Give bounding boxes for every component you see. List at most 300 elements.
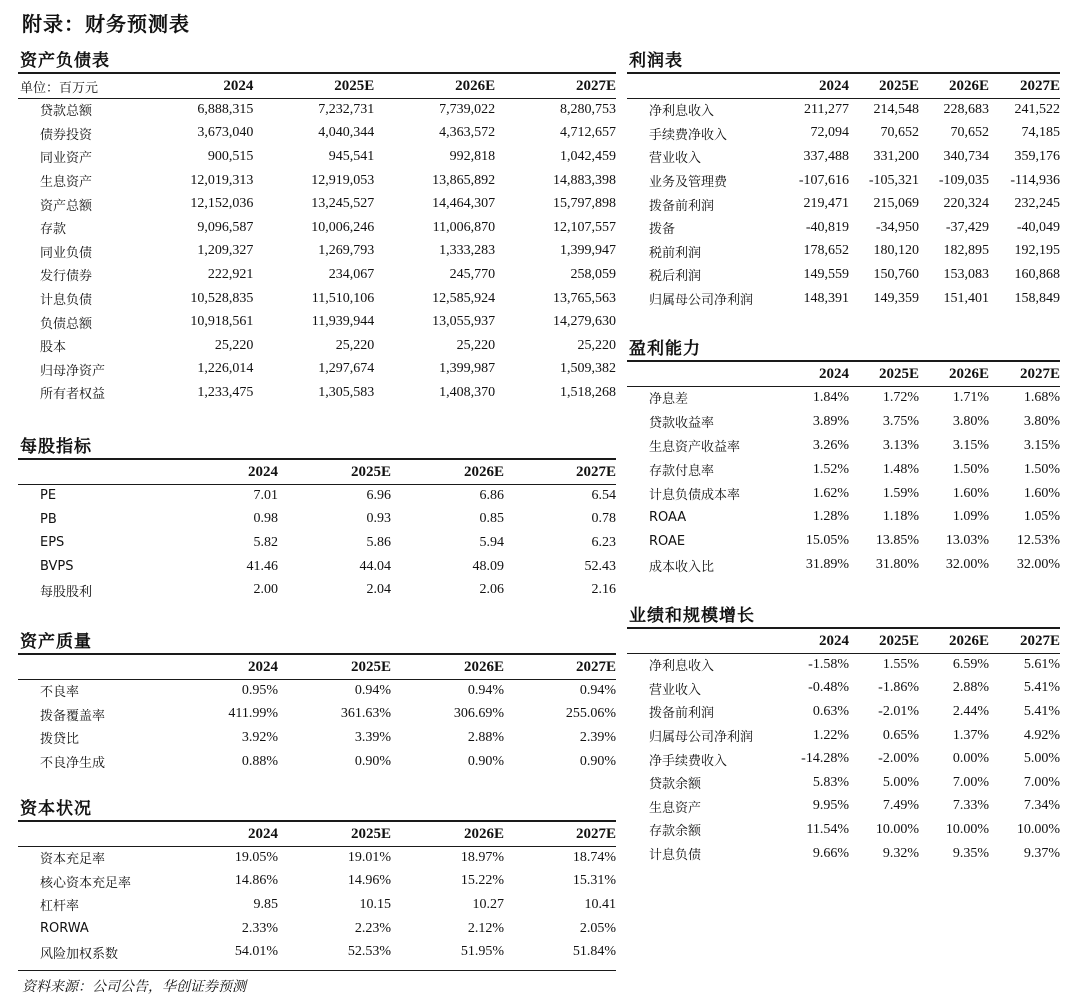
table-row <box>18 192 616 216</box>
cell-value: 15.22% <box>460 873 504 889</box>
data-table <box>18 822 616 964</box>
row-label: 拨贷比 <box>40 732 80 748</box>
cell-value: 182,895 <box>943 243 989 259</box>
cell-value: -40,049 <box>1016 219 1060 235</box>
cell-value: 10.27 <box>472 896 504 912</box>
cell-value: 19.05% <box>234 849 278 865</box>
cell-value: 1,509,382 <box>560 361 616 377</box>
cell-value: 7,739,022 <box>439 101 496 117</box>
data-table <box>627 74 1060 310</box>
year-header: 2024 <box>819 632 849 649</box>
cell-value: 7.49% <box>882 798 919 814</box>
cell-value: 7.33% <box>952 798 989 814</box>
cell-value: 0.93 <box>366 511 391 527</box>
cell-value: 1.84% <box>812 389 849 405</box>
unit-label <box>18 822 138 846</box>
cell-value: 1.52% <box>812 461 849 477</box>
cell-value: 1,399,987 <box>439 361 496 377</box>
cell-value: 258,059 <box>570 266 616 282</box>
table-row <box>18 870 616 894</box>
cell-value: 54.01% <box>234 944 278 960</box>
cell-value: 10.41 <box>584 896 616 912</box>
unit-label <box>627 629 775 653</box>
cell-value: 3.15% <box>1023 437 1060 453</box>
cell-value: 331,200 <box>873 148 919 164</box>
cell-value: 5.83% <box>812 774 849 790</box>
cell-value: 8,280,753 <box>560 101 616 117</box>
table-row <box>627 458 1060 482</box>
row-label: 存款 <box>40 222 67 238</box>
growth-section <box>627 605 1060 865</box>
table-row <box>18 726 616 750</box>
table-row <box>627 287 1060 311</box>
cell-value: 153,083 <box>943 266 989 282</box>
year-header: 2026E <box>463 463 504 480</box>
cell-value: 10,006,246 <box>311 219 375 235</box>
table-row <box>627 263 1060 287</box>
year-header: 2025E <box>350 463 391 480</box>
balance-sheet-section <box>18 50 616 405</box>
cell-value: 361.63% <box>340 706 391 722</box>
cell-value: 4.92% <box>1023 727 1060 743</box>
row-label: 资本充足率 <box>40 852 106 868</box>
cell-value: 31.89% <box>805 557 849 573</box>
cell-value: 1.60% <box>1023 485 1060 501</box>
cell-value: 12,152,036 <box>190 196 254 212</box>
cell-value: 41.46 <box>246 558 278 574</box>
year-header: 2024 <box>223 77 254 94</box>
row-label: 归属母公司净利润 <box>649 730 754 746</box>
year-header: 2025E <box>350 658 391 675</box>
unit-label <box>18 460 138 484</box>
year-header: 2026E <box>948 632 989 649</box>
year-header: 2024 <box>248 463 278 480</box>
cell-value: 1,399,947 <box>560 243 616 259</box>
data-table <box>18 460 616 602</box>
source-note: 资料来源：公司公告，华创证券预测 <box>22 979 246 995</box>
cell-value: 0.94% <box>579 682 616 698</box>
year-header: 2026E <box>948 365 989 382</box>
year-header: 2024 <box>248 825 278 842</box>
cell-value: 1.28% <box>812 509 849 525</box>
header-row <box>18 655 616 679</box>
row-label: 营业收入 <box>649 682 702 698</box>
cell-value: -1.58% <box>808 656 849 672</box>
table-row <box>627 724 1060 748</box>
cell-value: 1,297,674 <box>318 361 375 377</box>
year-header: 2025E <box>878 365 919 382</box>
cell-value: 158,849 <box>1014 290 1060 306</box>
table-row <box>18 358 616 382</box>
section-title: 资产负债表 <box>20 51 110 71</box>
cell-value: 6.86 <box>479 487 504 503</box>
cell-value: 9,096,587 <box>197 219 254 235</box>
cell-value: 1,042,459 <box>560 148 616 164</box>
cell-value: 900,515 <box>207 148 254 164</box>
row-label: 净利息收入 <box>649 104 715 120</box>
cell-value: 6.59% <box>952 656 989 672</box>
cell-value: 0.85 <box>479 511 504 527</box>
cell-value: 0.95% <box>241 682 278 698</box>
row-label: 资产总额 <box>40 198 93 214</box>
cell-value: -0.48% <box>808 680 849 696</box>
table-row <box>627 529 1060 553</box>
table-row <box>627 169 1060 193</box>
cell-value: 6.23 <box>591 534 616 550</box>
year-header: 2025E <box>350 825 391 842</box>
cell-value: 7.00% <box>1023 774 1060 790</box>
header-row <box>18 74 616 98</box>
table-row <box>18 310 616 334</box>
cell-value: 0.90% <box>467 753 504 769</box>
cell-value: 10.00% <box>875 821 919 837</box>
cell-value: 1.50% <box>952 461 989 477</box>
capital-section <box>18 798 616 964</box>
cell-value: 25,220 <box>577 337 616 353</box>
cell-value: 0.78 <box>591 511 616 527</box>
cell-value: 3.13% <box>882 437 919 453</box>
cell-value: 3.89% <box>812 413 849 429</box>
table-row <box>18 940 616 964</box>
header-rule <box>627 386 1060 387</box>
row-label: 负债总额 <box>40 316 93 332</box>
section-title: 每股指标 <box>20 437 92 457</box>
cell-value: 44.04 <box>359 558 391 574</box>
cell-value: -37,429 <box>945 219 989 235</box>
cell-value: 1.05% <box>1023 509 1060 525</box>
table-row <box>18 555 616 579</box>
row-label: 手续费净收入 <box>649 127 728 143</box>
table-row <box>627 122 1060 146</box>
footer-rule <box>18 970 616 971</box>
cell-value: 151,401 <box>943 290 989 306</box>
cell-value: 1.71% <box>952 389 989 405</box>
table-row <box>18 508 616 532</box>
cell-value: 214,548 <box>873 101 919 117</box>
cell-value: 0.65% <box>882 727 919 743</box>
cell-value: 12,107,557 <box>553 219 616 235</box>
cell-value: 74,185 <box>1021 125 1060 141</box>
cell-value: 178,652 <box>803 243 849 259</box>
cell-value: 12,585,924 <box>432 290 496 306</box>
cell-value: 3.26% <box>812 437 849 453</box>
cell-value: -109,035 <box>938 172 989 188</box>
row-label: 净手续费收入 <box>649 753 728 769</box>
cell-value: 51.95% <box>460 944 504 960</box>
cell-value: 14,883,398 <box>553 172 616 188</box>
cell-value: 4,040,344 <box>318 125 375 141</box>
row-label: 计息负债 <box>40 293 93 309</box>
year-header: 2027E <box>575 825 616 842</box>
cell-value: -14.28% <box>801 751 849 767</box>
row-label: ROAE <box>649 533 686 549</box>
cell-value: 3.75% <box>882 413 919 429</box>
cell-value: 1.18% <box>882 509 919 525</box>
data-table <box>18 74 616 405</box>
year-header: 2026E <box>463 825 504 842</box>
year-header: 2024 <box>819 365 849 382</box>
row-label: 归母净资产 <box>40 363 106 379</box>
row-label: ROAA <box>649 509 687 525</box>
row-label: 净息差 <box>649 392 689 408</box>
cell-value: 180,120 <box>873 243 919 259</box>
year-header: 2024 <box>248 658 278 675</box>
data-table <box>627 629 1060 865</box>
cell-value: 0.63% <box>812 703 849 719</box>
row-label: 股本 <box>40 340 67 356</box>
cell-value: 10.15 <box>359 896 391 912</box>
cell-value: 1,226,014 <box>197 361 254 377</box>
table-row <box>18 578 616 602</box>
row-label: 拨备前利润 <box>649 198 715 214</box>
table-row <box>627 505 1060 529</box>
row-label: 杠杆率 <box>40 899 80 915</box>
cell-value: 211,277 <box>804 101 849 117</box>
cell-value: 1,209,327 <box>197 243 254 259</box>
table-row <box>18 917 616 941</box>
cell-value: 18.74% <box>572 849 616 865</box>
year-header: 2026E <box>463 658 504 675</box>
row-label: 存款余额 <box>649 824 702 840</box>
table-row <box>627 482 1060 506</box>
cell-value: 228,683 <box>943 101 989 117</box>
cell-value: 1.72% <box>882 389 919 405</box>
table-row <box>627 842 1060 866</box>
cell-value: 11,939,944 <box>311 314 375 330</box>
cell-value: -40,819 <box>805 219 849 235</box>
cell-value: 9.85 <box>253 896 278 912</box>
cell-value: 3,673,040 <box>197 125 254 141</box>
cell-value: 5.94 <box>479 534 504 550</box>
cell-value: 6.96 <box>366 487 391 503</box>
cell-value: 12,019,313 <box>190 172 254 188</box>
row-label: 贷款总额 <box>40 104 93 120</box>
cell-value: 19.01% <box>347 849 391 865</box>
row-label: 营业收入 <box>649 151 702 167</box>
cell-value: 9.66% <box>812 845 849 861</box>
cell-value: 7,232,731 <box>318 101 375 117</box>
cell-value: 2.39% <box>579 729 616 745</box>
cell-value: 70,652 <box>950 125 989 141</box>
cell-value: 148,391 <box>803 290 849 306</box>
unit-label <box>18 655 138 679</box>
cell-value: 306.69% <box>453 706 504 722</box>
cell-value: 48.09 <box>472 558 504 574</box>
cell-value: 2.12% <box>467 920 504 936</box>
year-header: 2024 <box>819 77 849 94</box>
table-row <box>18 216 616 240</box>
cell-value: 1.68% <box>1023 389 1060 405</box>
cell-value: 31.80% <box>875 557 919 573</box>
row-label: PE <box>40 488 57 504</box>
row-label: 存款付息率 <box>649 464 715 480</box>
cell-value: 70,652 <box>880 125 919 141</box>
row-label: 生息资产 <box>40 175 93 191</box>
cell-value: 1.62% <box>812 485 849 501</box>
cell-value: 9.95% <box>812 798 849 814</box>
table-row <box>18 287 616 311</box>
year-header: 2025E <box>878 632 919 649</box>
table-row <box>627 653 1060 677</box>
row-label: 归属母公司净利润 <box>649 293 754 309</box>
header-row <box>627 629 1060 653</box>
cell-value: 992,818 <box>449 148 496 164</box>
row-label: 贷款收益率 <box>649 416 715 432</box>
cell-value: 1.48% <box>882 461 919 477</box>
cell-value: -114,936 <box>1010 172 1060 188</box>
table-row <box>18 381 616 405</box>
cell-value: 2.05% <box>579 920 616 936</box>
row-label: 同业资产 <box>40 151 93 167</box>
cell-value: 14,279,630 <box>553 314 616 330</box>
income-statement-section <box>627 50 1060 310</box>
header-row <box>18 822 616 846</box>
row-label: 税前利润 <box>649 245 702 261</box>
year-header: 2026E <box>948 77 989 94</box>
row-label: 贷款余额 <box>649 777 702 793</box>
table-row <box>18 98 616 122</box>
cell-value: 13,055,937 <box>432 314 496 330</box>
row-label: 核心资本充足率 <box>40 875 132 891</box>
cell-value: 1,269,793 <box>318 243 375 259</box>
cell-value: 13.03% <box>945 533 989 549</box>
cell-value: 149,359 <box>873 290 919 306</box>
cell-value: 13.85% <box>875 533 919 549</box>
table-row <box>18 846 616 870</box>
cell-value: -2.01% <box>878 703 919 719</box>
table-row <box>18 122 616 146</box>
cell-value: 215,069 <box>873 196 919 212</box>
table-row <box>627 216 1060 240</box>
page-title: 附录：财务预测表 <box>22 12 190 36</box>
cell-value: 0.88% <box>241 753 278 769</box>
year-header: 2027E <box>575 463 616 480</box>
year-header: 2027E <box>1019 365 1060 382</box>
cell-value: 25,220 <box>214 337 254 353</box>
header-rule <box>627 98 1060 99</box>
cell-value: 220,324 <box>943 196 989 212</box>
cell-value: 192,195 <box>1014 243 1060 259</box>
cell-value: 232,245 <box>1014 196 1060 212</box>
cell-value: 15,797,898 <box>553 196 616 212</box>
cell-value: 0.94% <box>467 682 504 698</box>
table-row <box>18 531 616 555</box>
table-row <box>627 145 1060 169</box>
cell-value: 945,541 <box>328 148 375 164</box>
table-row <box>627 192 1060 216</box>
cell-value: 0.90% <box>354 753 391 769</box>
header-row <box>18 460 616 484</box>
header-rule <box>18 679 616 680</box>
cell-value: 340,734 <box>943 148 989 164</box>
section-title: 资产质量 <box>20 632 92 652</box>
row-label: 不良净生成 <box>40 756 106 772</box>
cell-value: -34,950 <box>875 219 919 235</box>
cell-value: 13,865,892 <box>432 172 496 188</box>
cell-value: 255.06% <box>565 706 616 722</box>
row-label: 每股股利 <box>40 584 93 600</box>
cell-value: 411.99% <box>228 706 278 722</box>
table-row <box>18 893 616 917</box>
cell-value: 7.00% <box>952 774 989 790</box>
cell-value: 3.39% <box>354 729 391 745</box>
cell-value: 2.88% <box>952 680 989 696</box>
cell-value: 15.31% <box>572 873 616 889</box>
cell-value: 219,471 <box>803 196 849 212</box>
row-label: 业务及管理费 <box>649 175 728 191</box>
cell-value: 7.01 <box>253 487 278 503</box>
cell-value: 52.53% <box>347 944 391 960</box>
cell-value: 1.37% <box>952 727 989 743</box>
cell-value: 11,510,106 <box>311 290 375 306</box>
year-header: 2025E <box>878 77 919 94</box>
year-header: 2025E <box>334 77 375 94</box>
table-row <box>627 98 1060 122</box>
cell-value: 6,888,315 <box>197 101 254 117</box>
header-row <box>627 362 1060 386</box>
cell-value: 13,245,527 <box>311 196 375 212</box>
year-header: 2027E <box>1019 632 1060 649</box>
cell-value: 222,921 <box>207 266 254 282</box>
cell-value: 241,522 <box>1014 101 1060 117</box>
cell-value: 25,220 <box>456 337 496 353</box>
table-row <box>627 434 1060 458</box>
row-label: 风险加权系数 <box>40 946 119 962</box>
table-row <box>18 145 616 169</box>
cell-value: 18.97% <box>460 849 504 865</box>
cell-value: 2.44% <box>952 703 989 719</box>
table-row <box>18 750 616 774</box>
cell-value: 1,518,268 <box>560 384 616 400</box>
table-row <box>18 703 616 727</box>
section-title: 盈利能力 <box>629 339 701 359</box>
cell-value: 9.35% <box>952 845 989 861</box>
cell-value: 160,868 <box>1014 266 1060 282</box>
header-rule <box>18 484 616 485</box>
cell-value: 11,006,870 <box>432 219 496 235</box>
cell-value: 14,464,307 <box>432 196 496 212</box>
row-label: PB <box>40 511 57 527</box>
row-label: EPS <box>40 535 65 551</box>
table-row <box>18 334 616 358</box>
year-header: 2027E <box>575 77 616 94</box>
asset-quality-section <box>18 631 616 773</box>
cell-value: 0.94% <box>354 682 391 698</box>
cell-value: 1.09% <box>952 509 989 525</box>
cell-value: 3.15% <box>952 437 989 453</box>
cell-value: 4,363,572 <box>439 125 496 141</box>
profitability-section <box>627 338 1060 577</box>
row-label: 成本收入比 <box>649 559 715 575</box>
cell-value: 337,488 <box>803 148 849 164</box>
table-row <box>627 553 1060 577</box>
section-title: 利润表 <box>629 51 683 71</box>
row-label: 计息负债成本率 <box>649 488 741 503</box>
table-row <box>18 240 616 264</box>
cell-value: 5.41% <box>1023 703 1060 719</box>
row-label: RORWA <box>40 921 89 937</box>
cell-value: 6.54 <box>591 487 616 503</box>
data-table <box>627 362 1060 577</box>
cell-value: 72,094 <box>810 125 849 141</box>
row-label: 所有者权益 <box>40 387 106 403</box>
table-row <box>627 677 1060 701</box>
cell-value: 5.41% <box>1023 680 1060 696</box>
cell-value: 3.80% <box>1023 413 1060 429</box>
per-share-section <box>18 436 616 602</box>
table-row <box>627 240 1060 264</box>
cell-value: 2.88% <box>467 729 504 745</box>
